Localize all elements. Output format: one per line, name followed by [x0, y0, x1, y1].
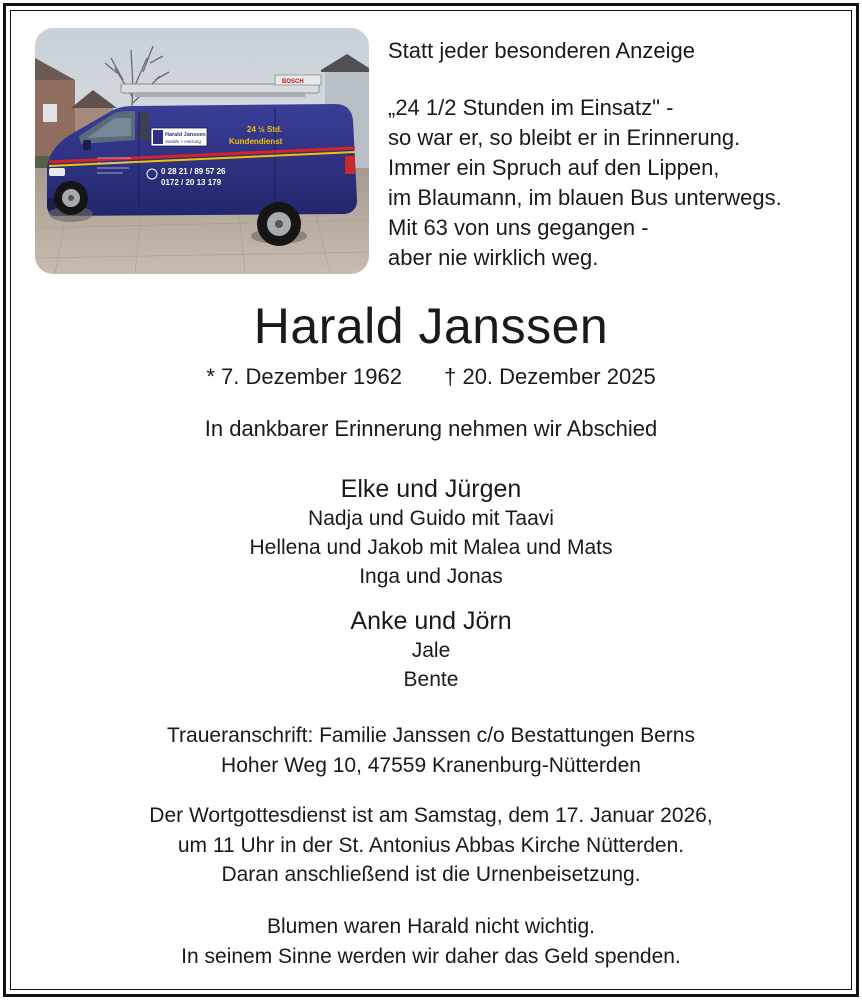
address-line: Hoher Weg 10, 47559 Kranenburg-Nütterden	[221, 753, 641, 777]
family-member: Inga und Jonas	[359, 565, 503, 588]
van-badge-hours: 24 ½ Std.	[247, 125, 283, 134]
flowers-line: Blumen waren Harald nicht wichtig.	[267, 915, 595, 938]
family-member: Nadja und Guido mit Taavi	[308, 507, 554, 530]
flowers-line: In seinem Sinne werden wir daher das Geld spenden.	[181, 944, 681, 968]
service-line: Daran anschließend ist die Urnenbeisetzung.	[221, 863, 641, 886]
intro-heading: Statt jeder besonderen Anzeige	[388, 38, 696, 63]
mourning-address	[0, 721, 862, 780]
van-phone-2: 0172 / 20 13 179	[161, 178, 222, 187]
family-member: Hellena und Jakob mit Malea und Mats	[249, 536, 613, 559]
service-line: um 11 Uhr in der St. Antonius Abbas Kirche Nütterden.	[177, 833, 685, 857]
family-head: Anke und Jörn	[350, 607, 512, 635]
family-member: Jale	[411, 639, 451, 662]
farewell-line: In dankbarer Erinnerung nehmen wir Abschied	[204, 416, 658, 441]
van-company-sub: Sanitär + Heizung	[165, 139, 201, 144]
quote-line: Mit 63 von uns gegangen -	[388, 215, 649, 240]
quote-line: so war er, so bleibt er in Erinnerung.	[388, 125, 741, 150]
family-head: Elke und Jürgen	[340, 475, 522, 503]
service-info	[0, 801, 862, 890]
intro-text	[388, 36, 848, 273]
van-photo	[35, 28, 369, 274]
family-group-1	[0, 474, 862, 591]
death-date: † 20. Dezember 2025	[444, 364, 656, 389]
flowers-note	[0, 912, 862, 971]
quote-line: „24 1/2 Stunden im Einsatz" -	[388, 95, 674, 120]
quote-line: Immer ein Spruch auf den Lippen,	[388, 155, 720, 180]
van-phone-1: 0 28 21 / 89 57 26	[161, 167, 226, 176]
rack-brand-text: BOSCH	[282, 79, 304, 85]
birth-date: * 7. Dezember 1962	[206, 364, 402, 389]
service-line: Der Wortgottesdienst ist am Samstag, dem 17. Januar 2026,	[149, 804, 713, 827]
deceased-name: Harald Janssen	[253, 298, 609, 354]
address-line: Traueranschrift: Familie Janssen c/o Bestattungen Berns	[167, 724, 695, 747]
quote-line: im Blaumann, im blauen Bus unterwegs.	[388, 185, 782, 210]
family-member: Bente	[403, 668, 459, 691]
van-badge-service: Kundendienst	[229, 137, 283, 146]
quote-line: aber nie wirklich weg.	[388, 245, 599, 270]
family-group-2	[0, 606, 862, 694]
life-dates	[0, 363, 862, 391]
van-illustration	[35, 28, 369, 274]
van-company-name: Harald Janssen	[165, 132, 206, 138]
